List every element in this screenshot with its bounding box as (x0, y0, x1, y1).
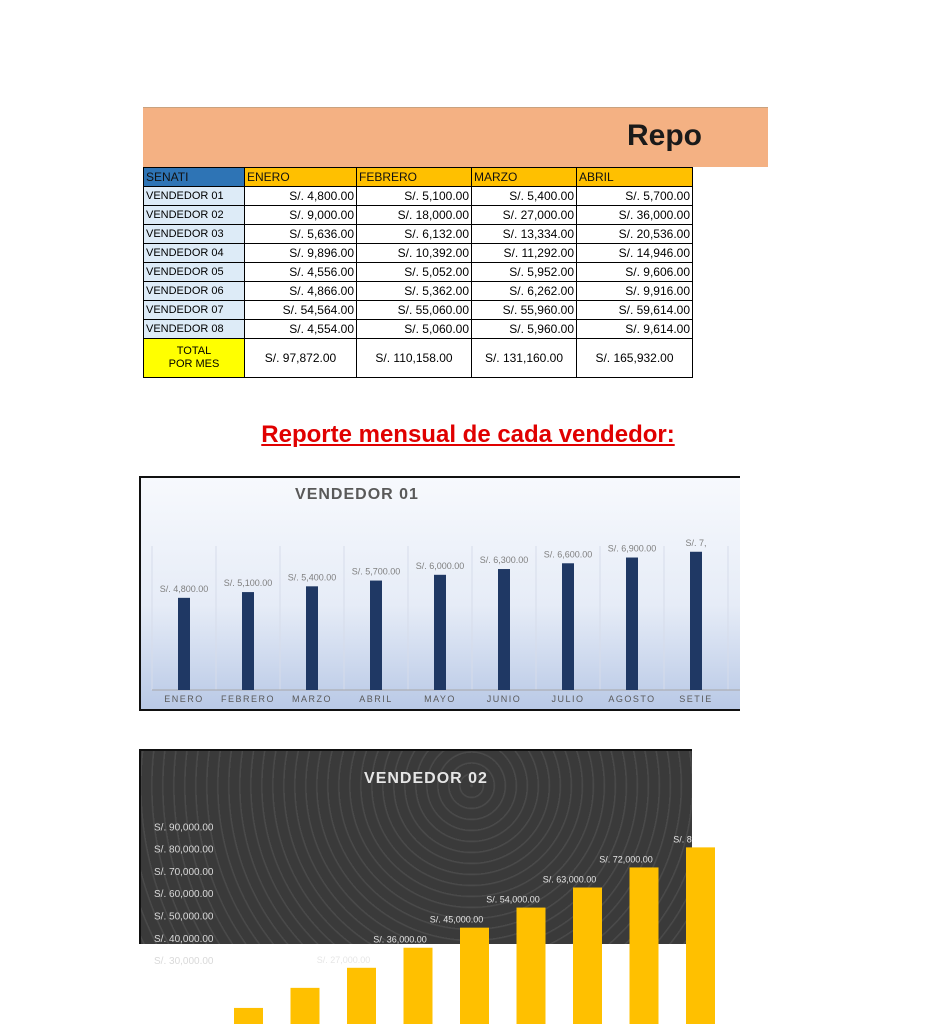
total-cell[interactable]: S/. 110,158.00 (357, 339, 472, 378)
table-row (144, 263, 693, 282)
sales-cell[interactable]: S/. 59,614.00 (577, 301, 693, 320)
bar (234, 1008, 263, 1024)
x-tick-label: MARZO (292, 694, 332, 704)
table-row (144, 320, 693, 339)
sales-cell[interactable]: S/. 5,362.00 (357, 282, 472, 301)
y-tick-label: S/. 90,000.00 (154, 822, 214, 834)
data-label: S/. 5,100.00 (223, 578, 273, 589)
y-tick-label: S/. 60,000.00 (154, 889, 214, 901)
sales-table (143, 167, 693, 378)
data-label: S/. 6,000.00 (415, 560, 465, 571)
sales-cell[interactable]: S/. 5,100.00 (357, 187, 472, 206)
sales-table-wrapper (143, 167, 690, 378)
bar (404, 948, 433, 1024)
sales-cell[interactable]: S/. 4,556.00 (245, 263, 357, 282)
sales-cell[interactable]: S/. 5,700.00 (577, 187, 693, 206)
data-label: S/. 5,400.00 (287, 572, 337, 583)
table-row (144, 187, 693, 206)
table-row (144, 206, 693, 225)
sales-cell[interactable]: S/. 20,536.00 (577, 225, 693, 244)
x-tick-label: MAYO (424, 694, 456, 704)
data-label: S/. 45,000.00 (429, 914, 484, 925)
month-header[interactable]: ENERO (245, 168, 357, 187)
seller-name-cell[interactable]: VENDEDOR 02 (144, 206, 245, 225)
table-row (144, 225, 693, 244)
bar (562, 563, 574, 690)
sales-cell[interactable]: S/. 36,000.00 (577, 206, 693, 225)
seller-name-cell[interactable]: VENDEDOR 05 (144, 263, 245, 282)
month-header[interactable]: FEBRERO (357, 168, 472, 187)
sales-cell[interactable]: S/. 55,960.00 (472, 301, 577, 320)
table-row (144, 301, 693, 320)
seller-name-cell[interactable]: VENDEDOR 01 (144, 187, 245, 206)
bar (630, 867, 659, 1024)
sales-cell[interactable]: S/. 13,334.00 (472, 225, 577, 244)
sales-cell[interactable]: S/. 5,060.00 (357, 320, 472, 339)
bar (434, 575, 446, 690)
total-label-line2: POR MES (168, 358, 220, 370)
data-label: S/. 72,000.00 (599, 854, 653, 865)
report-banner (143, 107, 768, 167)
sales-cell[interactable]: S/. 4,866.00 (245, 282, 357, 301)
y-tick-label: S/. 80,000.00 (154, 844, 214, 856)
seller-name-cell[interactable]: VENDEDOR 04 (144, 244, 245, 263)
sales-cell[interactable]: S/. 5,052.00 (357, 263, 472, 282)
x-tick-label: AGOSTO (608, 694, 656, 704)
sales-cell[interactable]: S/. 9,614.00 (577, 320, 693, 339)
sales-cell[interactable]: S/. 5,636.00 (245, 225, 357, 244)
sales-cell[interactable]: S/. 10,392.00 (357, 244, 472, 263)
y-tick-label: S/. 70,000.00 (154, 866, 214, 878)
report-subtitle: Reporte mensual de cada vendedor: (261, 421, 675, 448)
table-row (144, 282, 693, 301)
chart-vendedor-01-svg (141, 478, 740, 709)
month-header[interactable]: ABRIL (577, 168, 693, 187)
sales-cell[interactable]: S/. 54,564.00 (245, 301, 357, 320)
sales-cell[interactable]: S/. 5,952.00 (472, 263, 577, 282)
total-cell[interactable]: S/. 97,872.00 (245, 339, 357, 378)
sales-cell[interactable]: S/. 5,960.00 (472, 320, 577, 339)
sales-cell[interactable]: S/. 5,400.00 (472, 187, 577, 206)
chart-vendedor-01[interactable] (139, 476, 740, 711)
sales-cell[interactable]: S/. 9,896.00 (245, 244, 357, 263)
seller-name-cell[interactable]: VENDEDOR 03 (144, 225, 245, 244)
seller-name-cell[interactable]: VENDEDOR 07 (144, 301, 245, 320)
bar (686, 847, 715, 1024)
month-header[interactable]: MARZO (472, 168, 577, 187)
chart-title: VENDEDOR 01 (295, 486, 419, 503)
data-label: S/. 54,000.00 (486, 894, 540, 905)
data-label: S/. 7, (685, 537, 707, 548)
chart-vendedor-02[interactable] (139, 749, 692, 968)
bar (626, 558, 638, 690)
data-label: S/. 36,000.00 (373, 934, 427, 945)
sales-cell[interactable]: S/. 11,292.00 (472, 244, 577, 263)
sales-cell[interactable]: S/. 6,262.00 (472, 282, 577, 301)
sales-cell[interactable]: S/. 18,000.00 (357, 206, 472, 225)
sales-cell[interactable]: S/. 9,606.00 (577, 263, 693, 282)
bar (306, 586, 318, 690)
data-label: S/. 63,000.00 (542, 874, 597, 885)
x-tick-label: ENERO (164, 694, 204, 704)
data-label: S/. 5,700.00 (351, 566, 401, 577)
bar (498, 569, 510, 690)
data-label: S/. 6,900.00 (607, 543, 657, 554)
x-tick-label: FEBRERO (220, 694, 276, 704)
x-tick-label: JULIO (551, 694, 585, 704)
bar (370, 581, 382, 690)
table-header-row (144, 168, 693, 187)
bar (291, 988, 320, 1024)
table-row (144, 244, 693, 263)
sales-cell[interactable]: S/. 9,916.00 (577, 282, 693, 301)
data-label: S/. 27,000.00 (316, 954, 371, 965)
report-title: Repo (627, 119, 702, 152)
x-tick-label: JUNIO (486, 694, 522, 704)
data-label: S/. 6,600.00 (543, 549, 593, 560)
sales-cell[interactable]: S/. 6,132.00 (357, 225, 472, 244)
chart-vendedor-02-svg (141, 751, 692, 968)
y-tick-label: S/. 30,000.00 (154, 956, 214, 968)
total-cell[interactable]: S/. 165,932.00 (577, 339, 693, 378)
seller-name-cell[interactable]: VENDEDOR 06 (144, 282, 245, 301)
sales-cell[interactable]: S/. 4,554.00 (245, 320, 357, 339)
data-label: S/. 8 (673, 834, 692, 845)
total-label-cell[interactable] (144, 339, 245, 378)
seller-name-cell[interactable]: VENDEDOR 08 (144, 320, 245, 339)
sales-cell[interactable]: S/. 4,800.00 (245, 187, 357, 206)
total-cell[interactable]: S/. 131,160.00 (472, 339, 577, 378)
total-label-line1: TOTAL (176, 345, 212, 357)
data-label: S/. 4,800.00 (159, 583, 209, 594)
sales-cell[interactable]: S/. 55,060.00 (357, 301, 472, 320)
y-tick-label: S/. 50,000.00 (154, 911, 214, 923)
bar (178, 598, 190, 690)
sales-cell[interactable]: S/. 14,946.00 (577, 244, 693, 263)
totals-row (144, 339, 693, 378)
x-tick-label: SETIE (679, 694, 713, 704)
chart-title: VENDEDOR 02 (364, 770, 488, 787)
bar (242, 592, 254, 690)
bar (517, 908, 546, 1024)
bar (573, 888, 602, 1024)
bar (690, 552, 702, 690)
sales-cell[interactable]: S/. 27,000.00 (472, 206, 577, 225)
table-corner-cell[interactable]: SENATI (144, 168, 245, 187)
sales-cell[interactable]: S/. 9,000.00 (245, 206, 357, 225)
data-label: S/. 6,300.00 (479, 555, 529, 566)
x-tick-label: ABRIL (359, 694, 393, 704)
y-tick-label: S/. 40,000.00 (154, 933, 214, 945)
bar (347, 968, 376, 1024)
bar (460, 928, 489, 1024)
